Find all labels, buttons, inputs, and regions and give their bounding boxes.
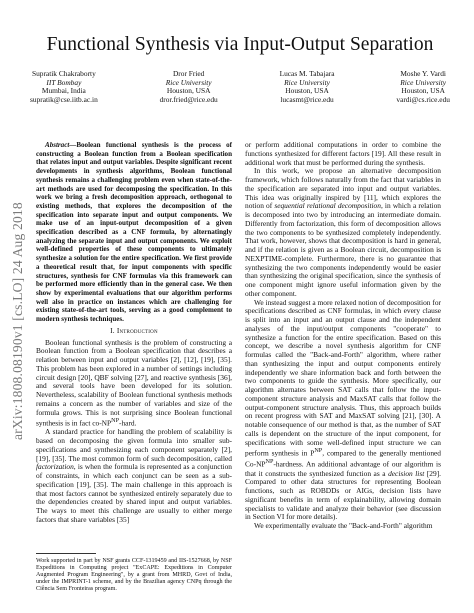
author-affiliation: Rice University — [400, 77, 447, 87]
emphasis: factorization — [36, 462, 74, 472]
author-email: supratik@cse.iitb.ac.in — [30, 94, 98, 104]
author-affiliation: IIT Bombay — [46, 77, 82, 87]
author-block — [30, 70, 98, 104]
author-location: Houston, USA — [285, 86, 329, 96]
author-location: Mumbai, India — [41, 86, 86, 96]
paragraph — [245, 167, 441, 298]
author-name: Moshe Y. Vardi — [400, 69, 446, 78]
section-number: I. — [110, 325, 115, 335]
author-location: Houston, USA — [166, 86, 211, 96]
paragraph-text: Boolean functional synthesis is the problem of constructing a Boolean function from a Boolean specification that describes a relation between input and output variables [2], [12], [19], [35]. This problem has been explored in a number of settings including circuit design [20], QBF solving [27], and reactive synthesis [36], and several tools have been developed for its solution. Nevertheless, scalability of Boolean functional synthesis methods remains a concern as the number of variables and size of the formula grows. This is not surprising since Boolean functional synthesis is in fact co-NP — [36, 337, 232, 428]
paragraph: We experimentally evaluate the "Back-and-Forth" algorithm — [254, 521, 433, 531]
superscript: NP — [265, 459, 274, 466]
author-affiliation: Rice University — [165, 77, 212, 87]
superscript: NP — [314, 448, 323, 455]
author-email: lucasmt@rice.edu — [280, 94, 334, 104]
abstract-text: —Boolean functional synthesis is the process of constructing a Boolean function from a Boolean specification that relates input and output variables. Despite significant recent developments in synthesis algorithms, Boolean functional synthesis remains a challenging problem even when state-of-the-art methods are used for decomposing the specification. In this work we bring a fresh decomposition approach, orthogonal to existing methods, that explores the decomposition of the specification into separate input and output components. We make use of an input-output decomposition of a given specification described as a CNF formula, by alternatingly analyzing the separate input and output components. We exploit well-defined properties of these components to ultimately synthesize a solution for the entire specification. We first provide a theoretical result that, for input components with specific structures, synthesis for CNF formulas via this framework can be performed more efficiently than in the general case. We then show by experimental evaluations that our algorithm performs well also in practice on instances which are challenging for existing state-of-the-art tools, serving as a good complement to modern synthesis techniques. — [36, 141, 232, 324]
paragraph-text: -hard. — [119, 418, 137, 428]
emphasis: sequential relational decomposition — [274, 201, 381, 211]
paragraph-text: , is when the formula is represented as a conjunction of constraints, in which each conjunct can be seen as a sub-specification [19], [35]. The main challenge in this approach is that most factors cannot be synthesized entirely separately due to the dependencies created by shared input and output variables. The ways to meet this challenge are usually to either merge factors that share variables [35] — [36, 462, 232, 524]
author-email: dror.fried@rice.edu — [159, 94, 218, 104]
paragraph-text: [29]. Compared to other data structures for representing Boolean functions, such as ROBDDs or AIGs, decision lists have significant benefits in term of explainability, allowing domain specialists to validate and analyze their behavior (see discussion in Section VI for more details). — [245, 468, 442, 522]
footnote-rule — [36, 553, 96, 554]
section-title: Introduction — [116, 325, 158, 335]
footnote: Work supported in part by NSF grants CCF-1319459 and IIS-1527668, by NSF Expeditions in Computing project "ExCAPE: Expeditions in Computer Augmented Program Engineering", by a grant from MHRD, Govt of India, under the IMPRINT-1 scheme, and by the Brazilian agency CNPq through the Ciência Sem Fronteiras program. — [36, 558, 232, 593]
author-affiliation: Rice University — [284, 77, 330, 87]
paragraph: or perform additional computations in order to combine the functions synthesized for different factors [19]. All these result in additional work that must be performed during the synthesis. — [245, 140, 441, 167]
author-block — [396, 70, 450, 104]
paragraph-text: A standard practice for handling the problem of scalability is based on decomposing the given formula into smaller sub-specifications and synthesizing each component separately [2], [19], [35]. The most common form of such decomposition, called — [36, 427, 232, 463]
author-block — [280, 70, 335, 104]
paragraph — [36, 428, 232, 524]
author-name: Supratik Chakraborty — [31, 69, 96, 78]
author-email: vardi@cs.rice.edu — [396, 94, 450, 104]
paragraph-text: We instead suggest a more relaxed notion of decomposition for specifications described as CNF formulas, in which every clause is split into an input and an output clause and the independent analyses of the input/output components "cooperate" to synthesize a function for the entire specification. Based on this concept, we describe a novel synthesis algorithm for CNF formulas called the "Back-and-Forth" algorithm, where rather than synthesizing the input and output components entirely independently we share information back and forth between the two components to guide the synthesis. More specifically, our algorithm alternates between SAT calls that follow the input-component structure analysis and MaxSAT calls that follow the output-component structure analysis. Thus, this approach builds on recent progress with SAT and MaxSAT solving [21], [30]. A notable consequence of our method is that, as the number of SAT calls is dependent on the structure of the input component, for specifications with some well-defined input structure we can perform synthesis in P — [245, 297, 441, 458]
paper-title: Functional Synthesis via Input-Output Separation — [46, 34, 434, 55]
author-list — [30, 70, 450, 104]
abstract-label: Abstract — [45, 141, 70, 149]
author-name: Lucas M. Tabajara — [279, 69, 335, 78]
abstract — [36, 141, 232, 324]
emphasis: decision list — [388, 468, 425, 478]
author-location: Houston, USA — [401, 86, 445, 96]
paragraph-text: , compared to the generally mentioned Co-NP — [245, 448, 441, 469]
paragraph — [245, 299, 441, 523]
author-name: Dror Fried — [172, 69, 205, 78]
author-block — [160, 70, 218, 104]
left-column — [36, 141, 232, 525]
section-heading — [36, 327, 232, 336]
paragraph-text: , in which a relation is decomposed into two by introducing an intermediate domain. Differently from factorization, this form of decomposition allows the two components to be synthesized completely independently. That work, however, shows that decomposition is hard in general, and if the relation is given as a Boolean circuit, decomposition is NEXPTIME-complete. Furthermore, there is no guarantee that synthesizing the two components independently would be easier than synthesizing the original specification, since the synthesis of one component might ignore useful information given by the other component. — [245, 201, 441, 298]
right-column — [245, 141, 441, 531]
arxiv-stamp: arXiv:1808.08190v1 [cs.LO] 24 Aug 2018 — [10, 202, 25, 440]
paragraph — [36, 339, 232, 429]
paragraph-text: -hardness. An additional advantage of our algorithm is that it constructs the synthesized function as a — [245, 459, 441, 478]
paragraph-text: In this work, we propose an alternative decomposition framework, which follows naturally from the fact that variables in the specification are separated into input and output variables. This idea was originally inspired by [11], which explores the notion of — [245, 166, 441, 211]
superscript: NP — [111, 418, 120, 425]
